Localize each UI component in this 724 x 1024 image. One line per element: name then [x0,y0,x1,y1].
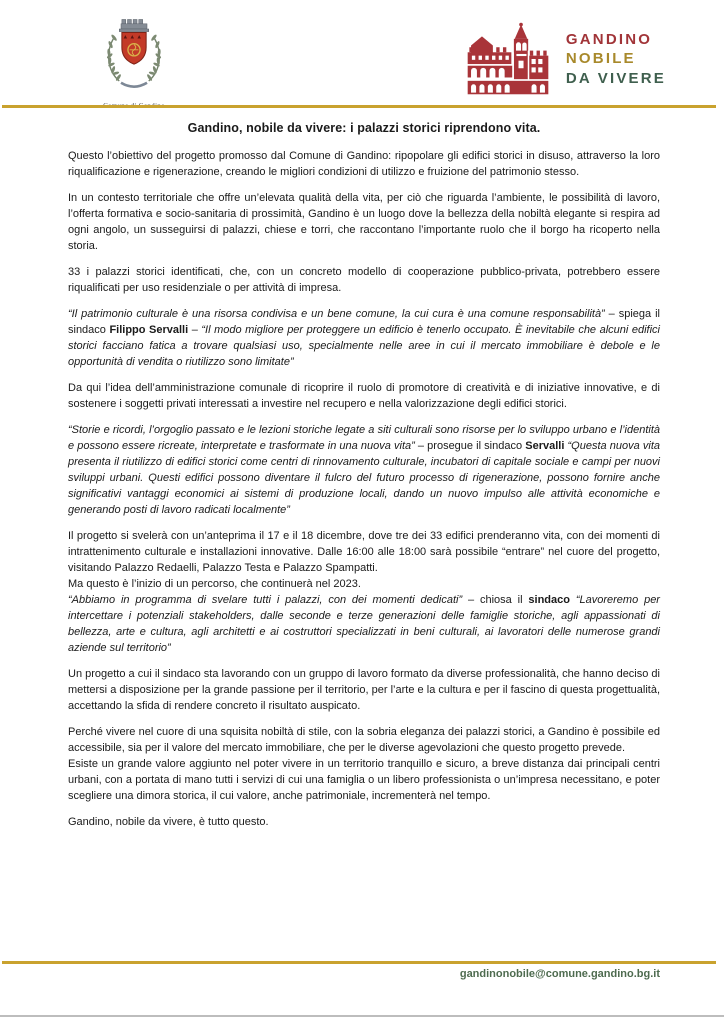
contact-email[interactable]: gandinonobile@comune.gandino.bg.it [459,968,660,980]
brand-word-da-vivere: DA VIVERE [565,69,666,87]
document-body [68,148,660,830]
document-content [68,121,660,840]
paragraph: Gandino, nobile da vivere, è tutto questo. [68,816,269,828]
document-header [0,12,724,106]
paragraph: Questo l’obiettivo del progetto promosso dal Comune di Gandino: ripopolare gli edifici storici in disuso, attraverso la loro riqualificazione e rigenerazione, creando le migliori condizioni di utilizzo e fruizione del patrimonio stesso. [68,150,660,178]
brand-word-gandino: GANDINO [565,30,653,48]
gandino-nobile-logo [466,22,666,96]
paragraph: Esiste un grande valore aggiunto nel poter vivere in un territorio tranquillo e sicuro, a breve distanza dai principali centri urbani, con a portata di mano tutti i servizi di cui una famiglia o un libero professionista o un’impresa necessitano, e poter scegliere una dimora storica, il cui valore, anche patrimoniale, incrementerà nel tempo. [68,758,660,802]
comune-crest-icon [95,14,173,96]
document-title: Gandino, nobile da vivere: i palazzi storici riprendono vita. [187,121,541,135]
paragraph: “Abbiamo in programma di svelare tutti i palazzi, con dei momenti dedicati” – chiosa il sindaco “Lavoreremo per intercettare i potenziali stakeholders, dalle seconde e terze generazioni delle famiglie storiche, agli appassionati di bellezza, arte e cultura, agli architetti e ai costruttori specializzati in beni culturali, ai lavoratori delle numerose grandi aziende sul territorio” [68,594,660,654]
paragraph: Ma questo è l’inizio di un percorso, che continuerà nel 2023. [68,578,361,590]
paragraph: 33 i palazzi storici identificati, che, con un concreto modello di cooperazione pubblico-privata, potrebbero essere riqualificati per uso residenziale o per attività di impresa. [68,266,660,294]
header-divider [2,105,716,108]
paragraph: “Storie e ricordi, l’orgoglio passato e le lezioni storiche legate a siti culturali sono risorse per lo sviluppo urbano e l’identità e possono essere ricreate, interpretate e trasformate in una nuova vita” – prosegue il sindaco Servalli “Questa nuova vita presenta il riutilizzo di edifici storici come centri di rinnovamento culturale, incubatori di capitale sociale e campi per nuovi sviluppi urbani. Questi edifici possono diventare il fulcro del futuro processo di rigenerazione, possono fornire anche significativi vantaggi economici ai sistemi di produzione locali, dando un nuovo impulso alle attività economiche e generando posti di lavoro radicati localmente” [68,424,660,516]
footer-divider [2,961,716,964]
paragraph: “Il patrimonio culturale è una risorsa condivisa e un bene comune, la cui cura è una comune responsabilità” – spiega il sindaco Filippo Servalli – “Il modo migliore per proteggere un edificio è tenerlo occupato. È inevitabile che alcuni edifici storici facciano fatica a trovare qualsiasi uso, specialmente nelle aree in cui il mercato immobiliare è debole e le opportunità di vendita o riutilizzo sono limitate” [68,308,660,368]
comune-gandino-logo [86,14,182,110]
paragraph: In un contesto territoriale che offre un’elevata qualità della vita, per ciò che riguarda l’ambiente, le possibilità di lavoro, l’offerta formativa e socio-sanitaria di prossimità, Gandino è un luogo dove la bellezza della nobiltà elegante si respira ad ogni angolo, un susseguirsi di palazzi, chiese e torri, che raccontano l’importante ruolo che il borgo ha ricoperto nella storia. [68,192,660,252]
paragraph: Il progetto si svelerà con un’anteprima il 17 e il 18 dicembre, dove tre dei 33 edifici prenderanno vita, con dei momenti di intrattenimento culturale e installazioni innovative. Dalle 16:00 alle 18:00 sarà possibile “entrare” nel cuore del progetto, visitando Palazzo Redaelli, Palazzo Testa e Palazzo Spampatti. [68,530,660,574]
brand-wordmark [566,30,666,89]
historic-town-icon [466,22,550,96]
paragraph: Da qui l’idea dell’amministrazione comunale di ricoprire il ruolo di promotore di creatività e di iniziative innovative, e di sostenere i soggetti privati interessati a investire nel recupero e nella valorizzazione degli edifici storici. [68,382,660,410]
paragraph: Un progetto a cui il sindaco sta lavorando con un gruppo di lavoro formato da diverse professionalità, che hanno deciso di mettersi a disposizione per la grande passione per il territorio, per l’arte e la cultura e per il fascino di questa progettualità, accettando la sfida di rendere concreto il risultato auspicato. [68,668,660,712]
paragraph: Perché vivere nel cuore di una squisita nobiltà di stile, con la sobria eleganza dei palazzi storici, a Gandino è possibile ed accessibile, sia per il valore del mercato immobiliare, che per le diverse agevolazioni che questo progetto prevede. [68,726,660,754]
brand-word-nobile: NOBILE [565,50,636,68]
